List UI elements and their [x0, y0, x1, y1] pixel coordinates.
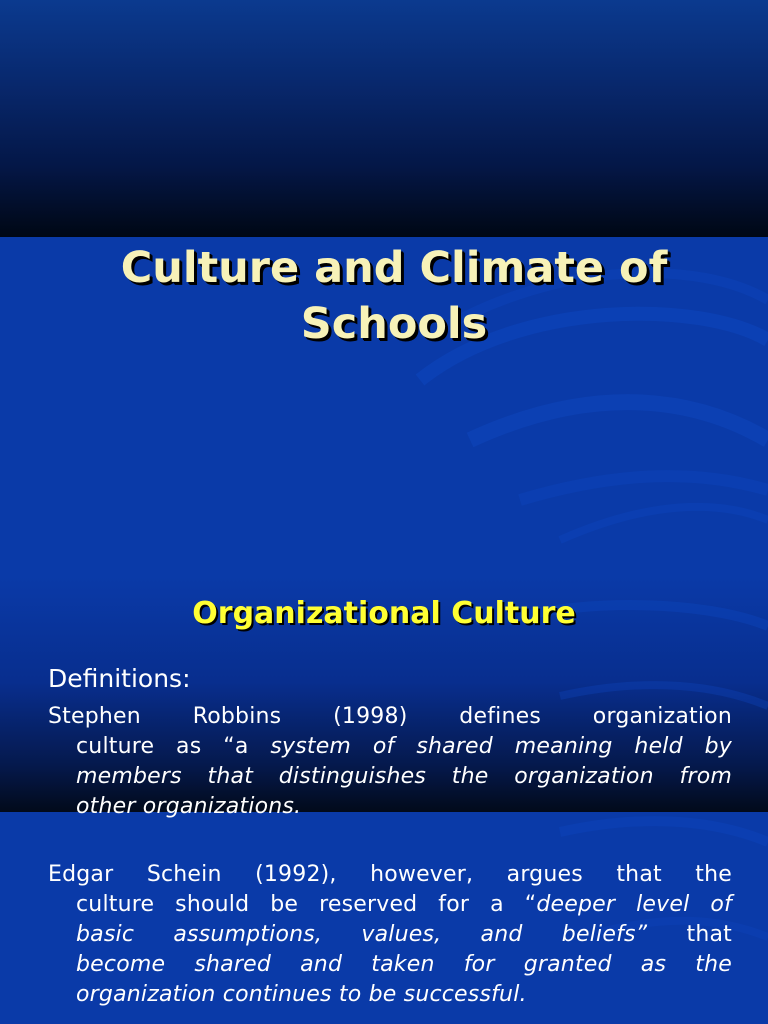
paragraph-line [48, 920, 732, 950]
slide-title-line1: Culture and Climate of [120, 243, 668, 293]
quote-span: basic assumptions, values, and beliefs” [76, 922, 648, 947]
paragraph-line [48, 890, 732, 920]
paragraph-line [48, 732, 732, 762]
header-band [0, 0, 768, 237]
robbins-definition [48, 702, 732, 822]
paragraph-line [48, 792, 732, 822]
quote-span: become shared and taken for granted as the [76, 952, 732, 977]
paragraph-line: Stephen Robbins (1998) defines organization [48, 704, 732, 729]
paragraph-line [48, 762, 732, 792]
quote-span: other organizations. [76, 794, 302, 819]
paragraph-line: Edgar Schein (1992), however, argues that the [48, 862, 732, 887]
schein-definition [48, 860, 732, 1010]
paragraph-line [48, 950, 732, 980]
slide-title [40, 240, 748, 352]
quote-span: system of shared meaning held by [270, 734, 732, 759]
section-heading: Organizational Culture [192, 596, 576, 631]
quote-span: members that distinguishes the organization from [76, 764, 732, 789]
paragraph-line [48, 980, 732, 1010]
text-span: that [647, 922, 733, 947]
quote-span: organization continues to be successful. [76, 982, 527, 1007]
text-span: culture should be reserved for a “ [76, 892, 537, 917]
quote-span: deeper level of [536, 892, 732, 917]
slide-title-line2: Schools [300, 299, 488, 349]
definitions-label: Definitions: [48, 664, 191, 693]
text-span: culture as “a [76, 734, 271, 759]
